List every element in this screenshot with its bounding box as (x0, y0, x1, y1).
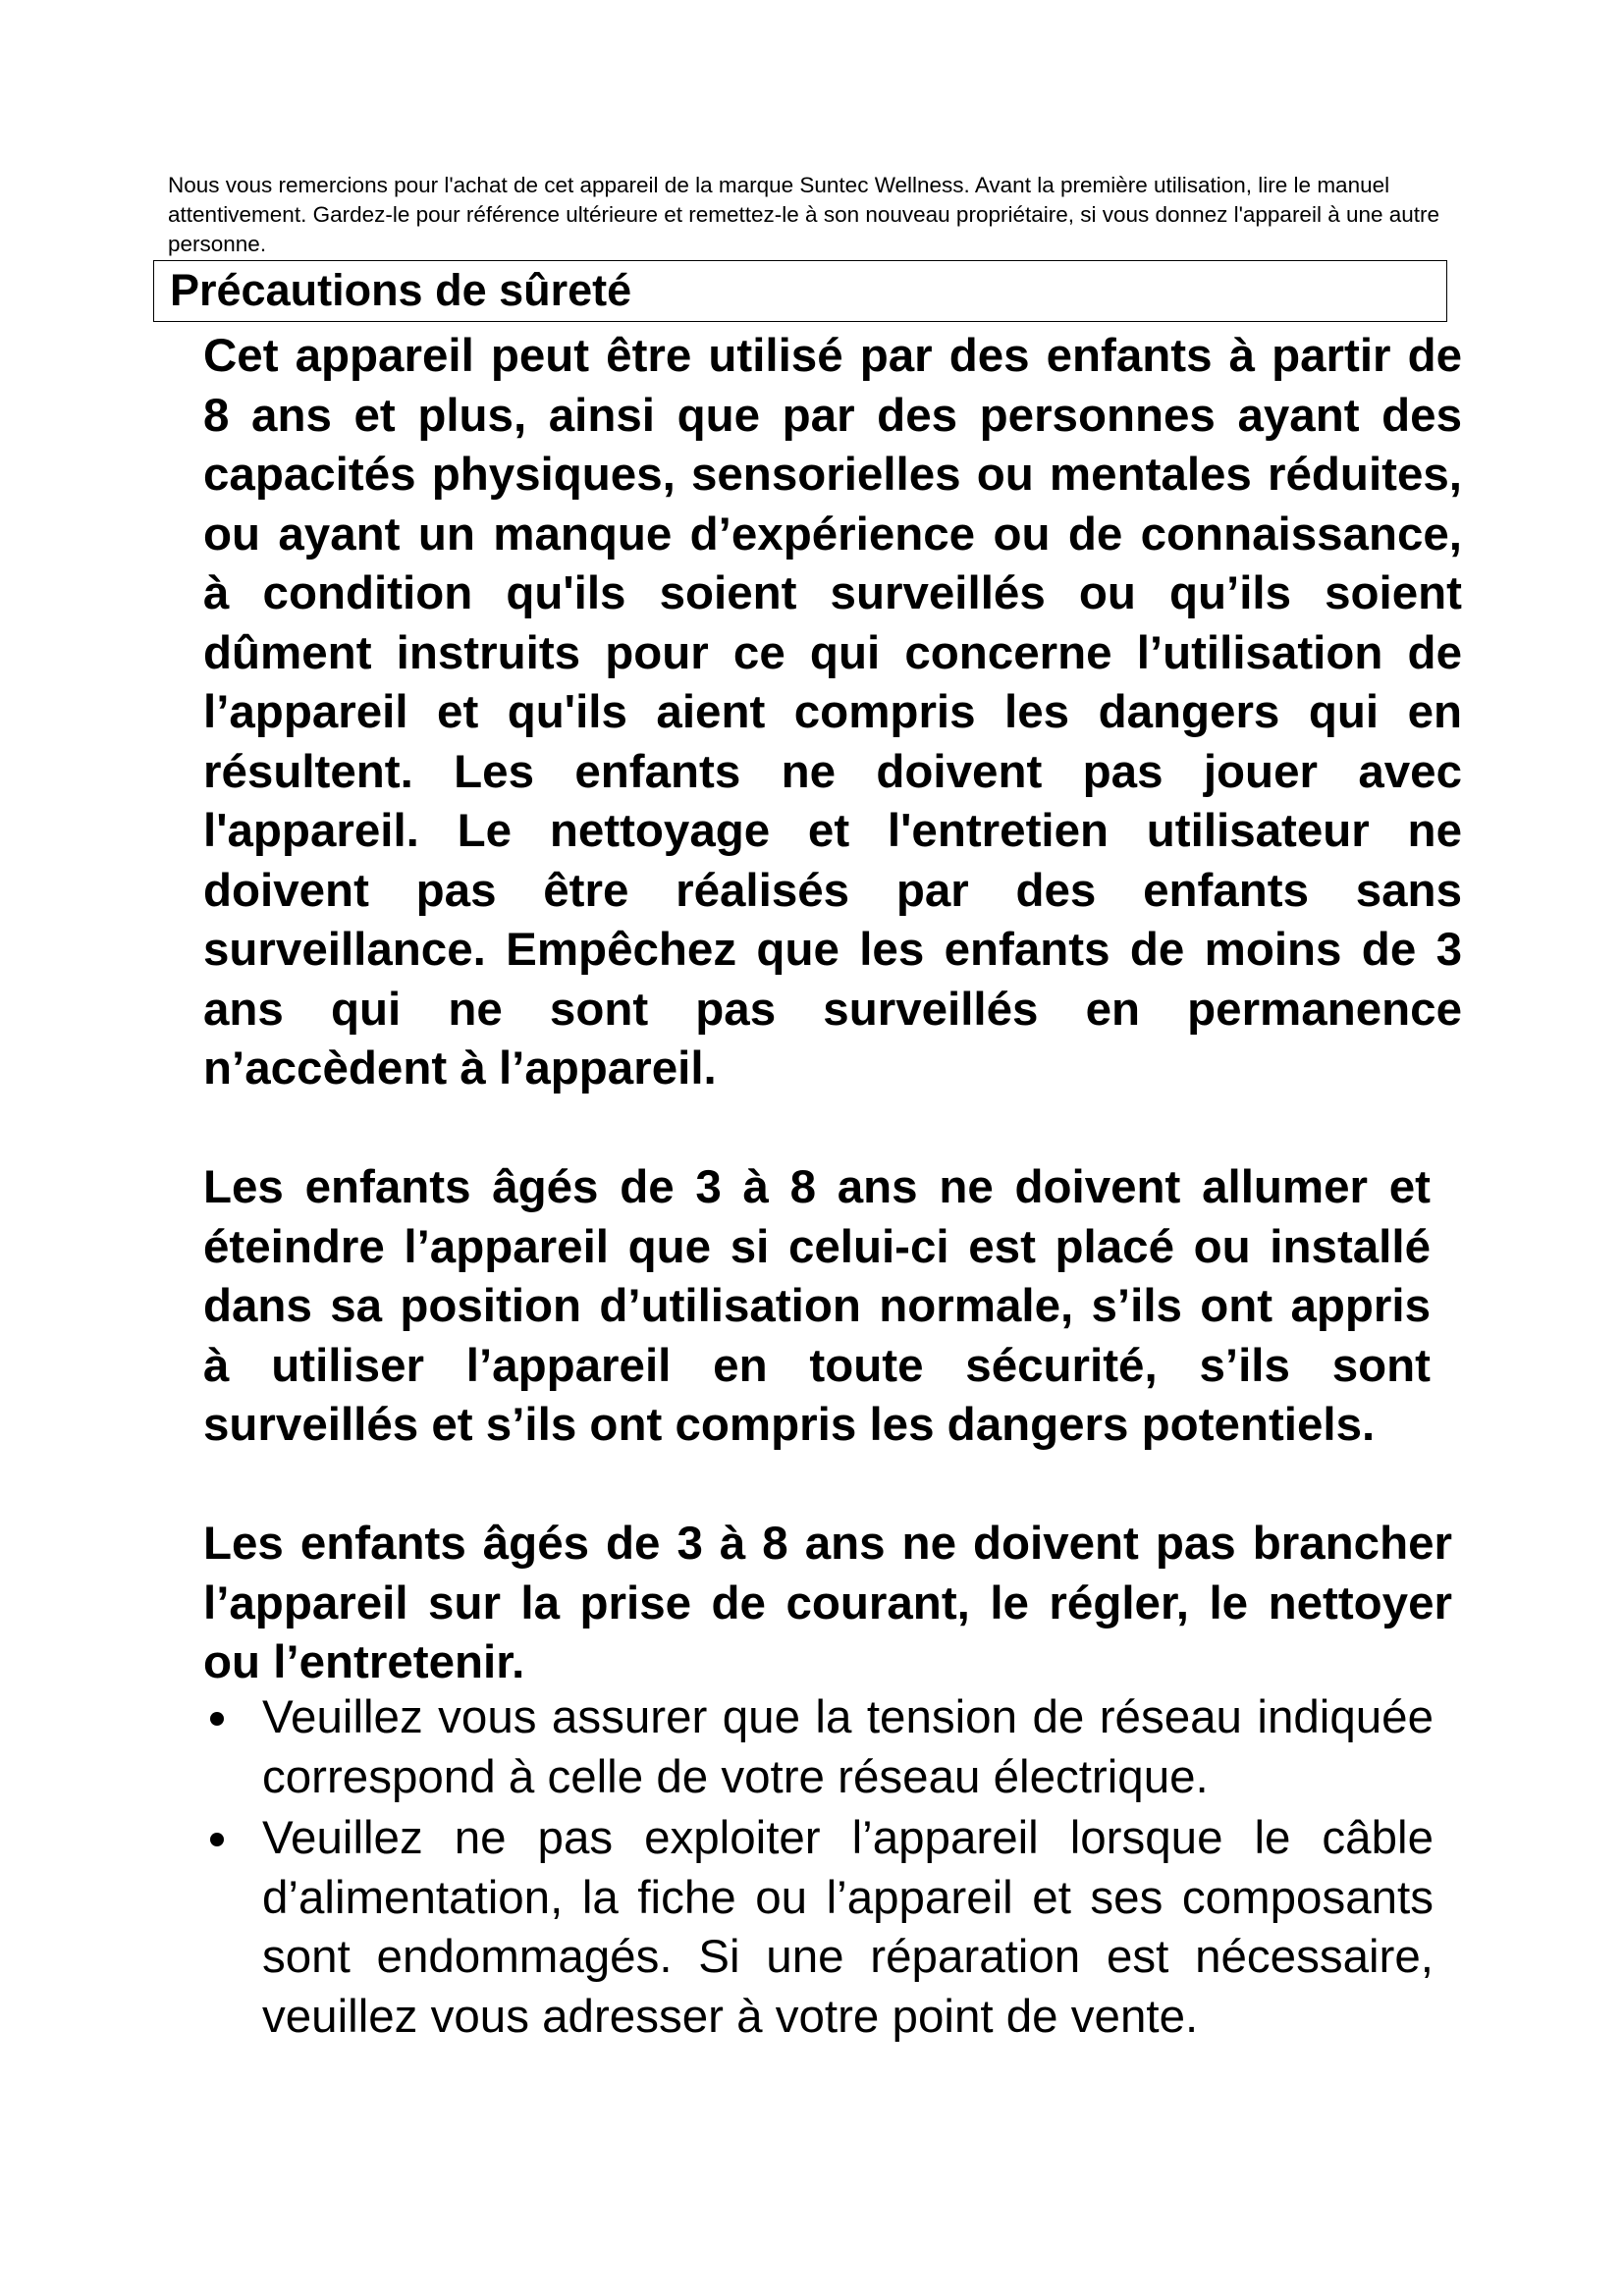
bullet-text: Veuillez ne pas exploiter l’appareil lorsque le câble d’alimentation, la fiche ou l’appareil et ses composants sont endommagés. Si une réparation est nécessaire, veuillez vous adresser à votre point de vente. (262, 1812, 1434, 2043)
safety-paragraph-children-3-to-8-plugging: Les enfants âgés de 3 à 8 ans ne doivent pas brancher l’appareil sur la prise de courant, le régler, le nettoyer ou l’entretenir. (203, 1518, 1452, 1688)
bullet-text: Veuillez vous assurer que la tension de réseau indiquée correspond à celle de votre réseau électrique. (262, 1691, 1434, 1803)
section-title: Précautions de sûreté (170, 265, 632, 315)
intro-text: Nous vous remercions pour l'achat de cet appareil de la marque Suntec Wellness. Avant la première utilisation, lire le manuel attentivement. Gardez-le pour référence ultérieure et remettez-le à son nouveau propriétaire, si vous donnez l'appareil à une autre personne. (168, 173, 1440, 256)
list-item (196, 1688, 1434, 1807)
bullet-icon (210, 1712, 224, 1726)
safety-bullet-list (196, 1688, 1434, 2049)
list-item (196, 1809, 1434, 2047)
bullet-icon (210, 1833, 224, 1846)
section-heading-box (153, 260, 1447, 322)
safety-paragraph-children-3-to-8-operation: Les enfants âgés de 3 à 8 ans ne doivent allumer et éteindre l’appareil que si celui-ci est placé ou installé dans sa position d’utilisation normale, s’ils ont appris à utiliser l’appareil en toute sécurité, s’ils sont surveillés et s’ils ont compris les dangers potentiels. (203, 1161, 1431, 1451)
safety-paragraph-children-supervision: Cet appareil peut être utilisé par des enfants à partir de 8 ans et plus, ainsi que par des personnes ayant des capacités physiques, sensorielles ou mentales réduites, ou ayant un manque d’expérience ou de connaissance, à condition qu'ils soient surveillés ou qu’ils soient dûment instruits pour ce qui concerne l’utilisation de l’appareil et qu'ils aient compris les dangers qui en résultent. Les enfants ne doivent pas jouer avec l'appareil. Le nettoyage et l'entretien utilisateur ne doivent pas être réalisés par des enfants sans surveillance. Empêchez que les enfants de moins de 3 ans qui ne sont pas surveillés en permanence n’accèdent à l’appareil. (203, 330, 1462, 1095)
